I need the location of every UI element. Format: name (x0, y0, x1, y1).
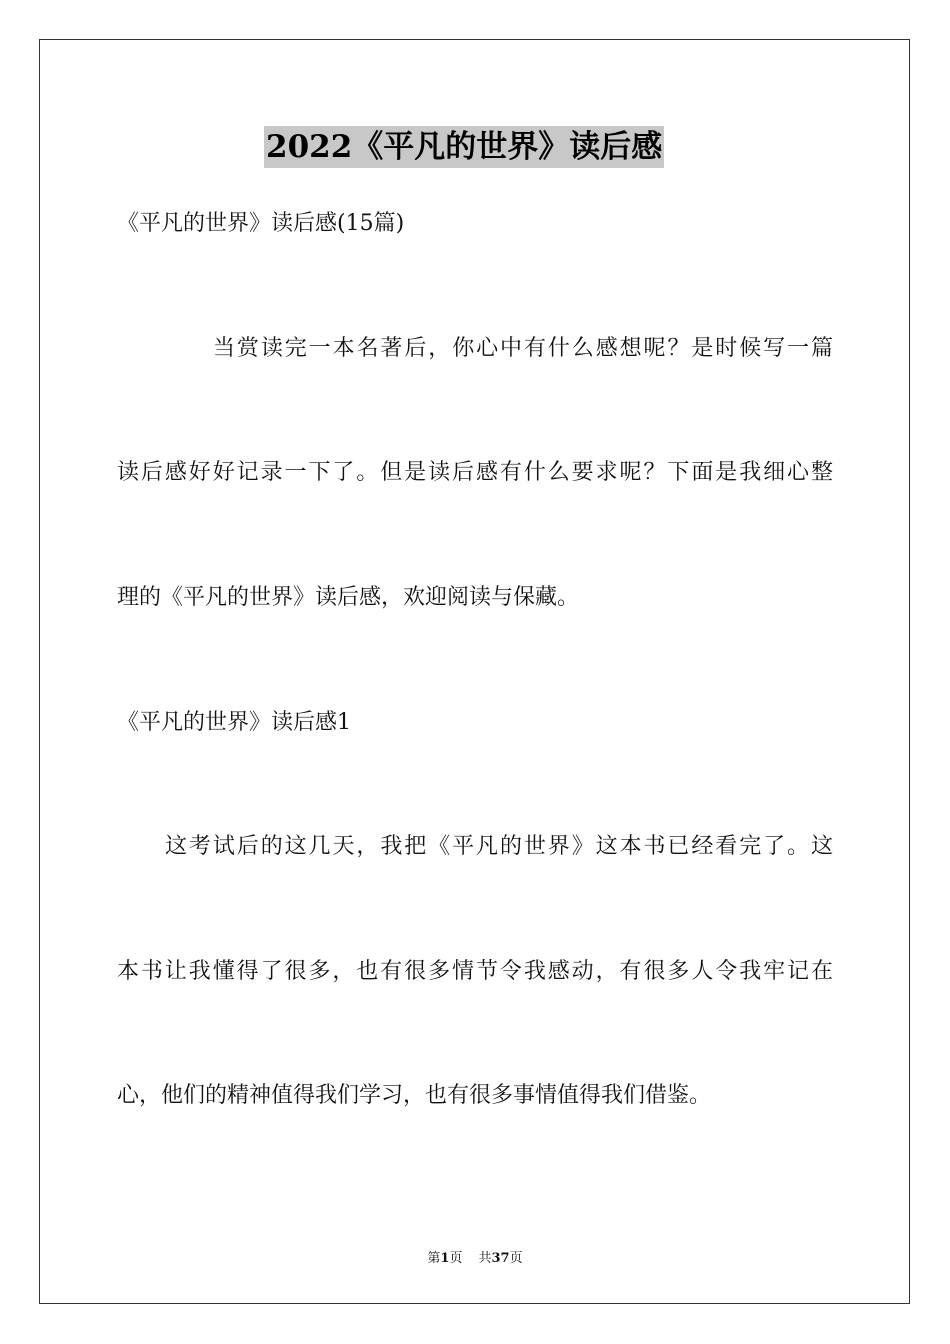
intro-line-3: 理的《平凡的世界》读后感，欢迎阅读与保藏。 (117, 585, 580, 610)
section-heading: 《平凡的世界》读后感1 (117, 710, 351, 735)
page-footer (0, 1247, 950, 1266)
footer-page-total: 37 (491, 1251, 510, 1266)
body-line-2: 本书让我懂得了很多，也有很多情节令我感动，有很多人令我牢记在 (117, 959, 833, 984)
footer-page-prefix: 第 (427, 1251, 441, 1266)
footer-total-prefix: 共 (478, 1251, 492, 1266)
body-line-3: 心，他们的精神值得我们学习，也有很多事情值得我们借鉴。 (117, 1083, 712, 1108)
footer-page-current: 1 (440, 1251, 450, 1266)
intro-line-1: 当赏读完一本名著后，你心中有什么感想呢？是时候写一篇 (213, 336, 833, 361)
document-subtitle: 《平凡的世界》读后感(15篇) (117, 211, 405, 236)
footer-total-suffix: 页 (509, 1251, 523, 1266)
body-line-1: 这考试后的这几天，我把《平凡的世界》这本书已经看完了。这 (165, 834, 833, 859)
footer-page-suffix: 页 (449, 1251, 463, 1266)
intro-line-2: 读后感好好记录一下了。但是读后感有什么要求呢？下面是我细心整 (117, 460, 833, 485)
document-title: 2022《平凡的世界》读后感 (264, 126, 664, 168)
